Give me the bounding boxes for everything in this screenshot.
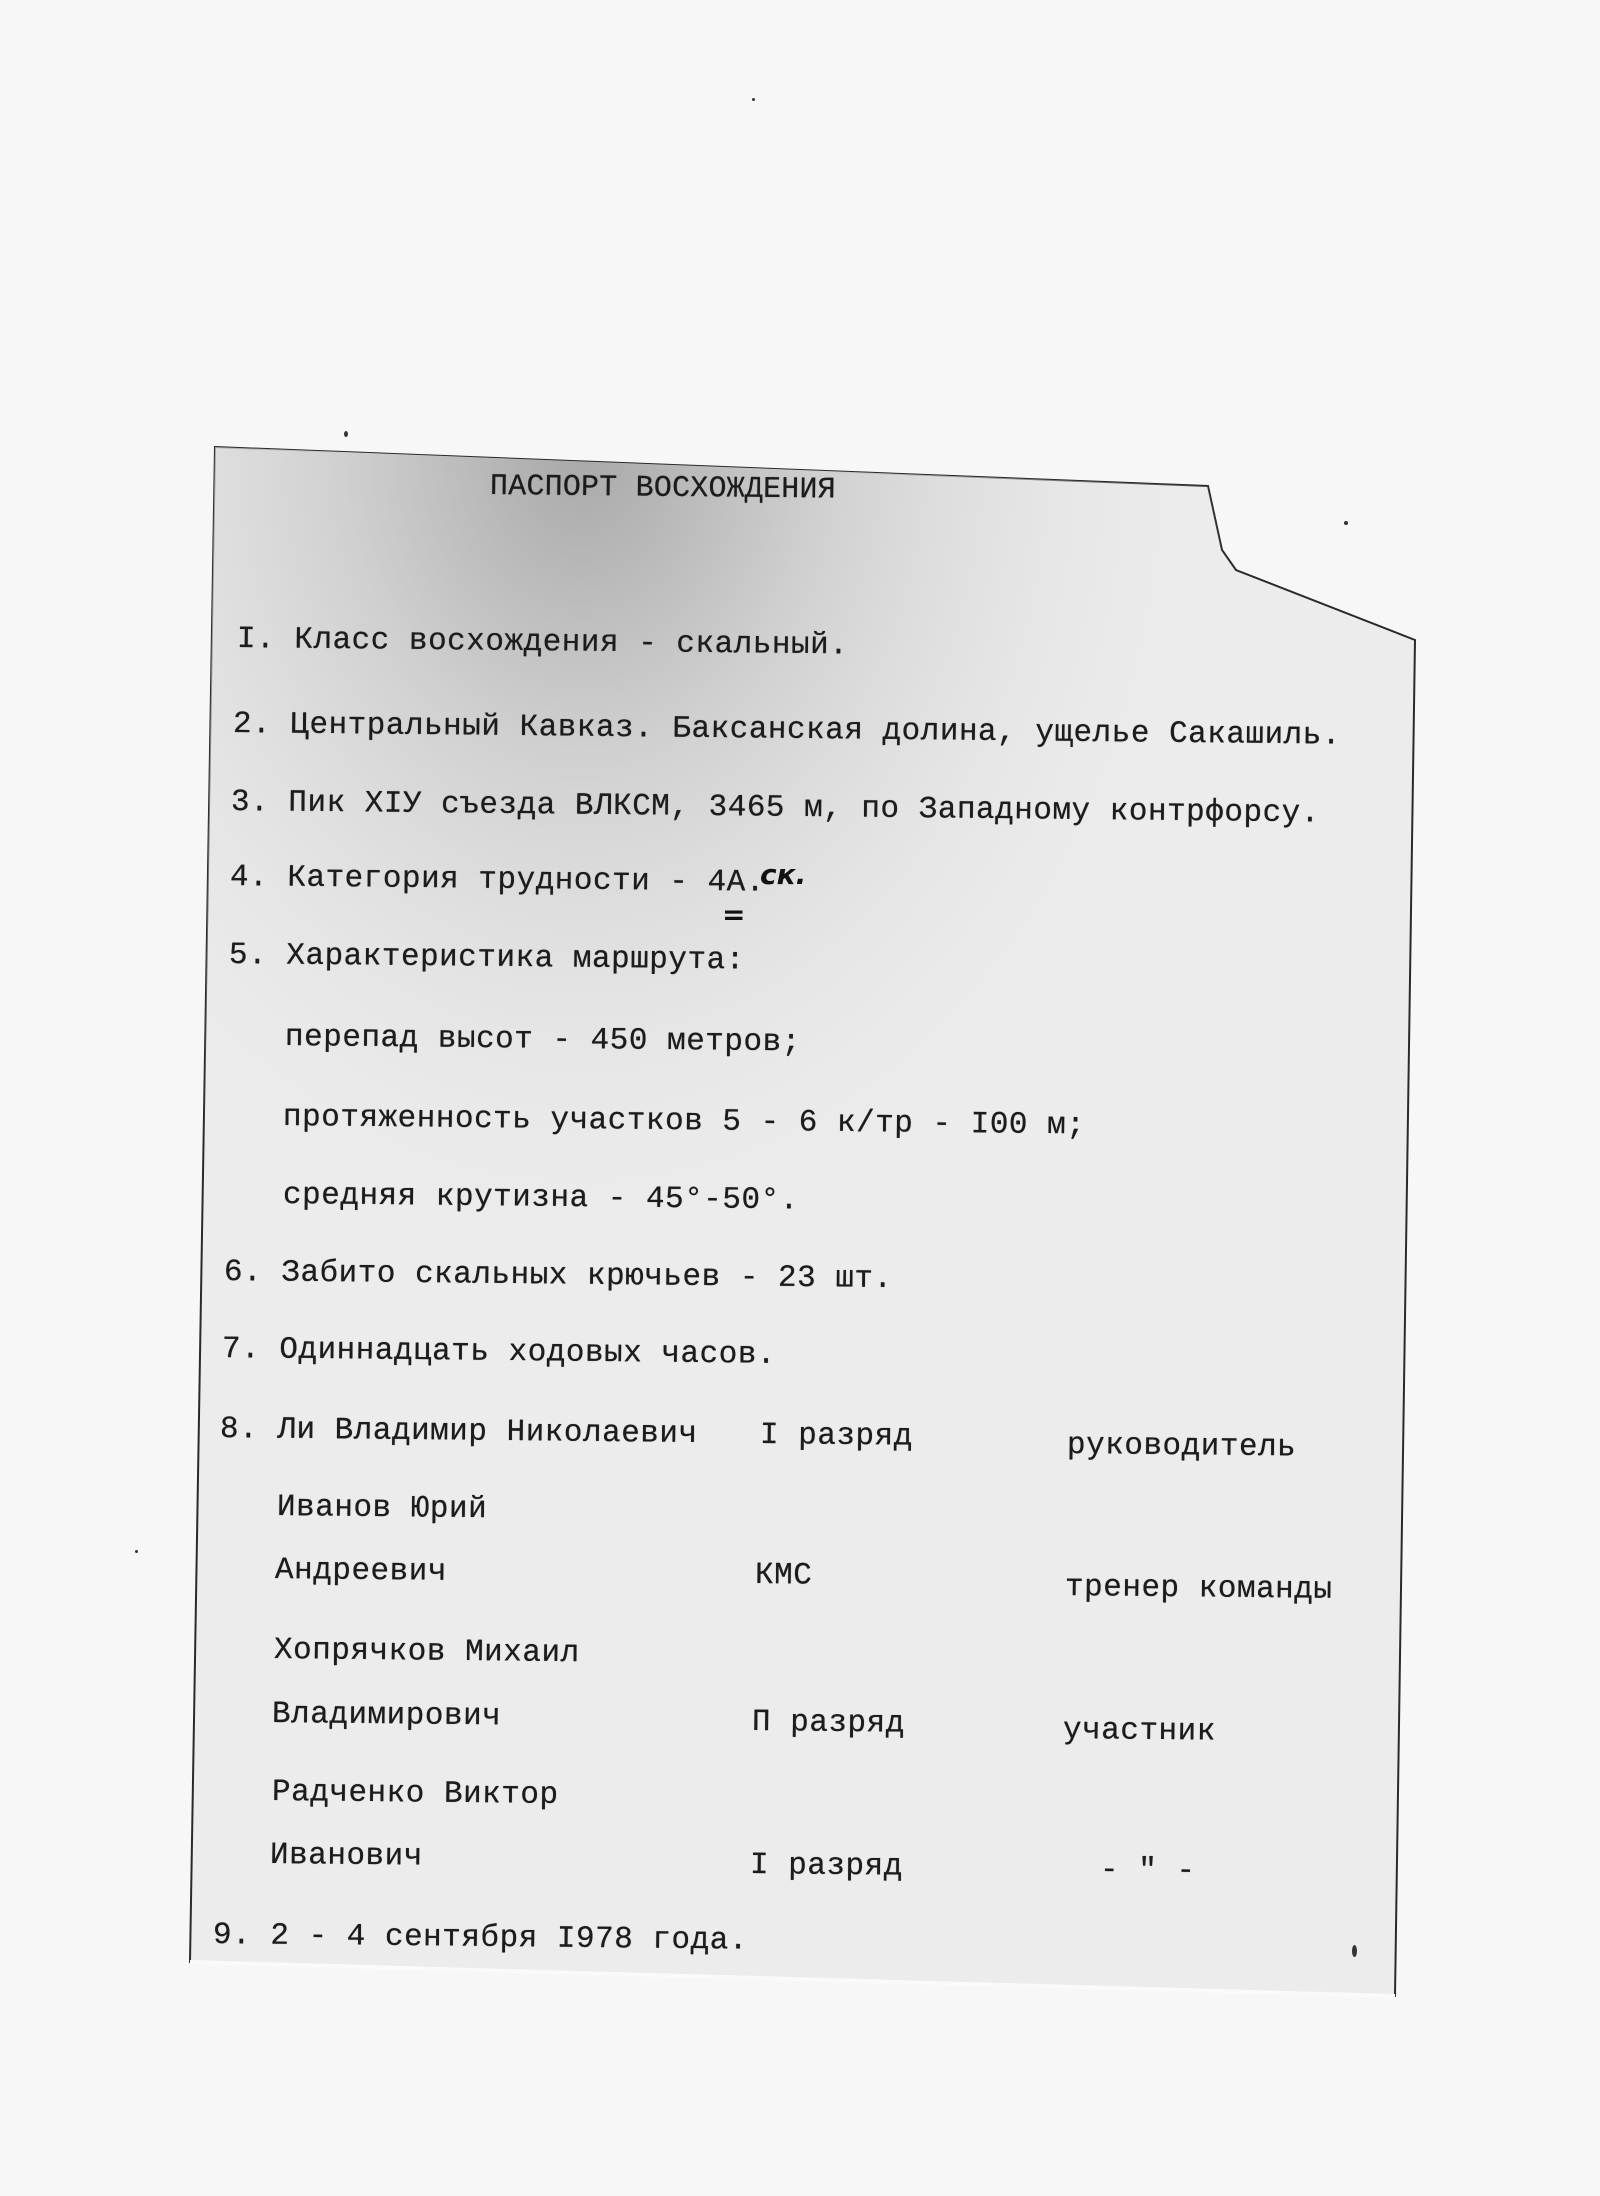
dust-speck: [135, 1550, 138, 1553]
route-detail-steepness: средняя крутизна - 45°-50°.: [282, 1178, 799, 1219]
item-number: 8.: [219, 1412, 259, 1448]
team-member-2-role: тренер команды: [1064, 1570, 1333, 1608]
item-6: [224, 1255, 893, 1297]
team-member-4-name-line1: Радченко Виктор: [271, 1775, 559, 1813]
team-member-1-role: руководитель: [1066, 1428, 1297, 1466]
team-member-1-name: 8. Ли Владимир Николаевич: [219, 1412, 698, 1453]
item-text: Класс восхождения - скальный.: [294, 622, 849, 664]
document-title: ПАСПОРТ ВОСХОЖДЕНИЯ: [489, 470, 837, 508]
item-number: 6.: [223, 1255, 263, 1291]
item-number: 2.: [232, 707, 272, 743]
item-text: Характеристика маршрута:: [286, 938, 745, 979]
dust-speck: [344, 431, 348, 437]
team-member-4-name-line2: Иванович: [269, 1838, 424, 1875]
item-number: I.: [236, 622, 276, 658]
item-1: [237, 622, 849, 663]
route-detail-elevation: перепад высот - 450 метров;: [284, 1020, 801, 1061]
team-member-3-name-line1: Хопрячков Михаил: [273, 1633, 580, 1672]
item-5: [229, 938, 745, 978]
dust-speck: [752, 98, 755, 101]
item-text: 2 - 4 сентября I978 года.: [270, 1918, 749, 1959]
item-number: 4.: [229, 860, 269, 896]
team-member-3-role: участник: [1062, 1713, 1217, 1750]
item-number: 3.: [230, 785, 270, 821]
team-member-3-rank: П разряд: [751, 1705, 906, 1742]
team-member-2-name-line2: Андреевич: [274, 1553, 448, 1590]
team-member-2-rank: КМС: [754, 1558, 813, 1594]
item-text: Забито скальных крючьев - 23 шт.: [281, 1255, 893, 1298]
team-member-1-rank: I разряд: [759, 1418, 914, 1455]
item-number: 7.: [221, 1332, 261, 1368]
item-number: 9.: [212, 1918, 252, 1954]
team-member-2-name-line1: Иванов Юрий: [276, 1490, 488, 1528]
item-text: Центральный Кавказ. Баксанская долина, ущелье Сакашиль.: [290, 707, 1342, 754]
handwritten-note: ск.: [760, 858, 807, 891]
item-text: Пик XIУ съезда ВЛКСМ, 3465 м, по Западному контрфорсу.: [288, 785, 1321, 832]
item-number: 5.: [228, 938, 268, 974]
item-text: Категория трудности - 4А.: [287, 860, 766, 901]
team-member-4-rank: I разряд: [749, 1848, 904, 1885]
item-4: [230, 860, 765, 901]
route-detail-length: протяженность участков 5 - 6 к/тр - I00 м;: [282, 1100, 1086, 1144]
dust-speck: [1344, 521, 1348, 525]
item-text: Одиннадцать ходовых часов.: [279, 1332, 777, 1373]
item-7: [222, 1332, 776, 1373]
dust-speck: [1352, 1945, 1357, 1957]
team-member-4-role: - " -: [1099, 1853, 1196, 1889]
handwritten-underline-mark: =: [722, 898, 746, 931]
item-9-date: [213, 1918, 748, 1959]
team-member-3-name-line2: Владимирович: [271, 1697, 502, 1735]
